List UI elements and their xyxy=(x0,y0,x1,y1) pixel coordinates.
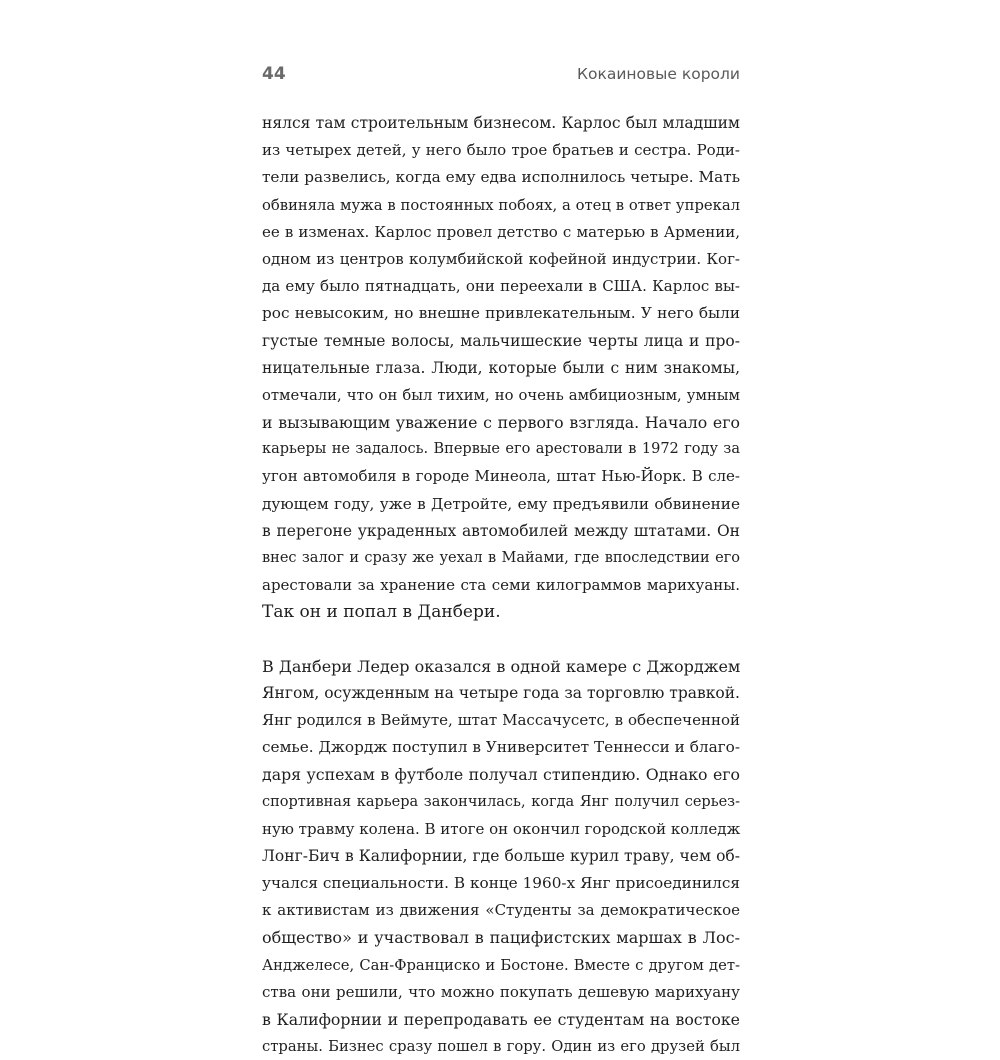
text-line: ную травму колена. В итоге он окончил городской колледж xyxy=(262,819,741,838)
text-line: спортивная карьера закончилась, когда Янг получил серьез- xyxy=(262,793,740,810)
body-text xyxy=(262,110,740,1060)
text-line: тели развелись, когда ему едва исполнилось четыре. Мать xyxy=(262,168,740,187)
text-line: ства они решили, что можно покупать дешевую марихуану xyxy=(262,982,740,1001)
text-line: карьеры не задалось. Впервые его арестовали в 1972 году за xyxy=(262,441,740,458)
paragraph-1 xyxy=(262,110,740,627)
text-line: арестовали за хранение ста семи килограммов марихуаны. xyxy=(262,576,740,595)
paragraph-2 xyxy=(262,653,740,1060)
text-line: угон автомобиля в городе Минеола, штат Нью-Йорк. В сле- xyxy=(262,467,740,486)
text-line: В Данбери Ледер оказался в одной камере с Джорджем xyxy=(262,656,741,676)
text-line: обвиняла мужа в постоянных побоях, а отец в ответ упрекал xyxy=(262,196,740,214)
text-line: нялся там строительным бизнесом. Карлос был младшим xyxy=(262,114,740,132)
text-line: Анджелесе, Сан-Франциско и Бостоне. Вместе с другом дет- xyxy=(262,956,740,974)
paragraph-spacer xyxy=(262,627,740,653)
text-line: да ему было пятнадцать, они переехали в США. Карлос вы- xyxy=(262,277,740,296)
text-line: из четырех детей, у него было трое братьев и сестра. Роди- xyxy=(262,141,740,160)
text-line: Так он и попал в Данбери. xyxy=(262,602,501,623)
running-head-title: Кокаиновые короли xyxy=(576,65,740,83)
text-line: семье. Джордж поступил в Университет Теннесси и благо- xyxy=(262,738,740,757)
text-line: одном из центров колумбийской кофейной индустрии. Ког- xyxy=(262,249,740,268)
text-line: дующем году, уже в Детройте, ему предъявили обвинение xyxy=(262,494,740,513)
text-line: ницательные глаза. Люди, которые были с ним знакомы, xyxy=(262,358,740,377)
text-line: Янгом, осужденным на четыре года за торговлю травкой. xyxy=(262,683,740,702)
text-line: к активистам из движения «Студенты за демократическое xyxy=(262,901,740,920)
text-line: внес залог и сразу же уехал в Майами, где впоследствии его xyxy=(262,550,740,566)
text-line: в Калифорнии и перепродавать ее студентам на востоке xyxy=(262,1010,740,1029)
text-line: густые темные волосы, мальчишеские черты лица и про- xyxy=(262,331,740,350)
text-line: ее в изменах. Карлос провел детство с матерью в Армении, xyxy=(262,222,740,241)
text-line: даря успехам в футболе получал стипендию. Однако его xyxy=(262,765,740,785)
text-line: общество» и участвовал в пацифистских маршах в Лос- xyxy=(262,928,740,948)
text-line: отмечали, что он был тихим, но очень амбициозным, умным xyxy=(262,386,740,404)
text-line: в перегоне украденных автомобилей между штатами. Он xyxy=(262,521,740,540)
text-line: учался специальности. В конце 1960-х Янг присоединился xyxy=(262,874,740,893)
text-line: страны. Бизнес сразу пошел в гору. Один из его друзей был xyxy=(262,1038,740,1056)
text-line: рос невысоким, но внешне привлекательным. У него были xyxy=(262,304,740,323)
text-line: Лонг-Бич в Калифорнии, где больше курил траву, чем об- xyxy=(262,846,740,865)
page-header xyxy=(262,60,740,90)
text-line: Янг родился в Веймуте, штат Массачусетс, в обеспеченной xyxy=(262,710,740,729)
text-line: и вызывающим уважение с первого взгляда. Начало его xyxy=(262,413,740,433)
page-number: 44 xyxy=(262,64,286,84)
